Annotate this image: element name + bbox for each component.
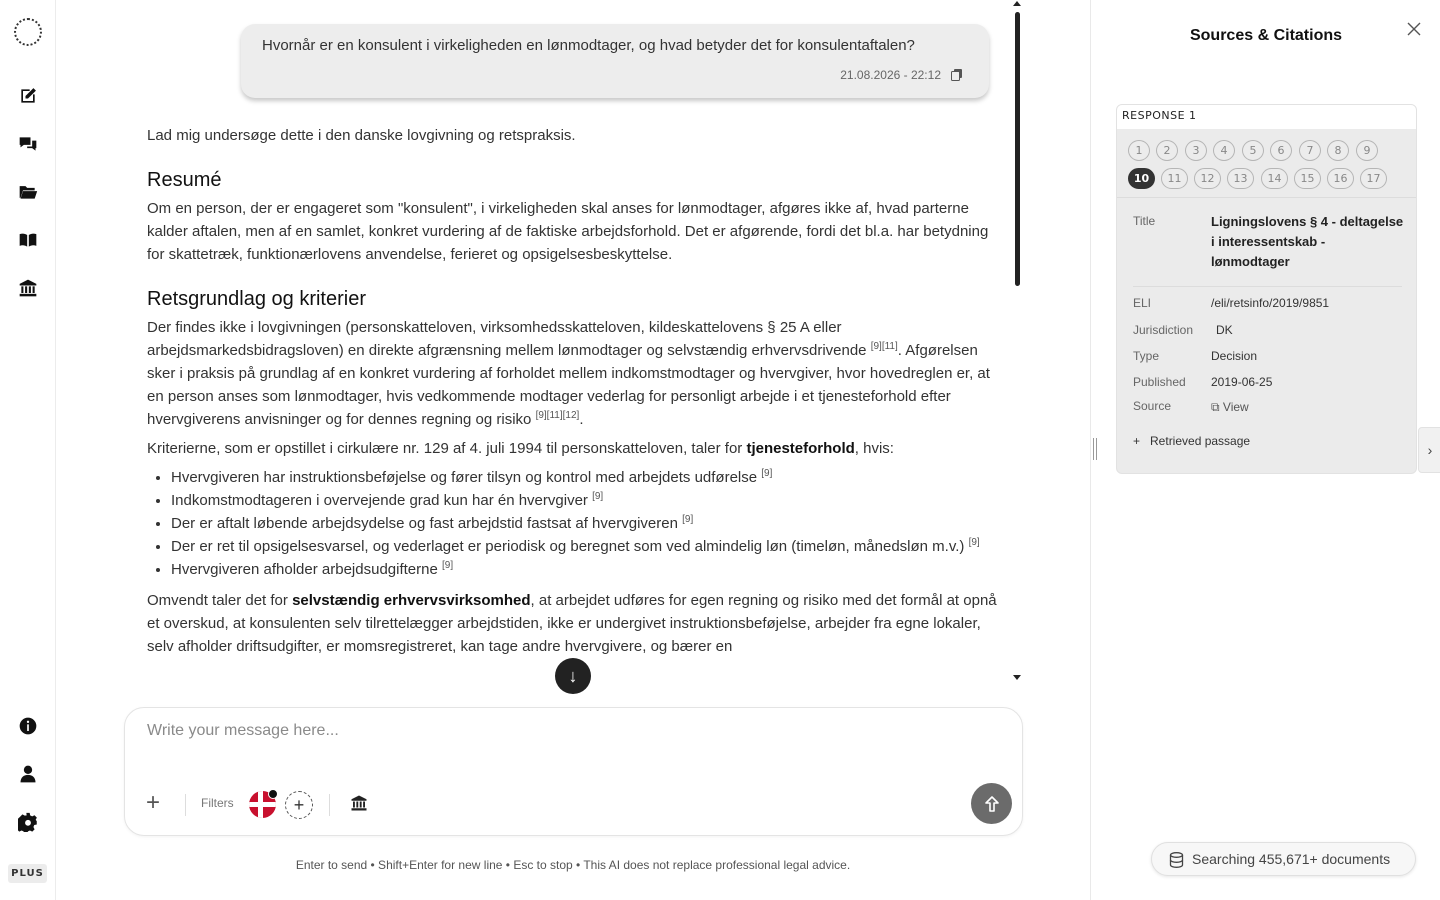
active-filter-dot xyxy=(268,789,278,799)
criteria-paragraph: Kriterierne, som er opstillet i cirkulære nr. 129 af 4. juli 1994 til personskatteloven, taler for tjenesteforhold, hvis: xyxy=(147,440,894,457)
citation-pill[interactable]: 8 xyxy=(1327,140,1349,161)
assistant-answer xyxy=(147,124,997,664)
scroll-down-arrow[interactable] xyxy=(1013,675,1021,680)
scroll-to-bottom-button[interactable]: ↓ xyxy=(555,658,591,694)
scroll-up-arrow[interactable] xyxy=(1013,1,1021,6)
title-value: Ligningslovens § 4 - deltagelse i interessentskab - lønmodtager xyxy=(1211,214,1404,269)
heading-basis: Retsgrundlag og kriterier xyxy=(147,288,366,310)
info-icon[interactable] xyxy=(16,714,40,738)
attach-plus-icon[interactable]: + xyxy=(145,789,160,816)
jurisdiction-value: DK xyxy=(1216,323,1233,337)
add-filter-icon[interactable]: + xyxy=(285,791,313,819)
citation-pill[interactable]: 6 xyxy=(1270,140,1292,161)
left-rail xyxy=(0,0,56,900)
search-status: Searching 455,671+ documents xyxy=(1151,842,1416,876)
published-value: 2019-06-25 xyxy=(1211,375,1273,389)
resize-handle[interactable] xyxy=(1093,438,1097,460)
citation-pill[interactable]: 3 xyxy=(1185,140,1207,161)
citation-ref[interactable]: [9] xyxy=(442,560,454,571)
citation-pill[interactable]: 17 xyxy=(1360,168,1387,189)
contra-paragraph: Omvendt taler det for selvstændig erhvervsvirksomhed, at arbejdet udføres for egen regning og risiko med det formål at opnå et overskud, at konsulenten selv tilrettelægger arbejdstiden, ikke er undergivet instruktionsbeføjelse, arbejder fra egne lokaler, selv afholder driftsudgifter, er momsregistreret, kan tage andre hvervgivere, og bærer en xyxy=(147,592,997,655)
citation-pill[interactable]: 12 xyxy=(1194,168,1221,189)
card-divider xyxy=(1133,286,1402,287)
message-composer xyxy=(124,707,1023,836)
arrow-up-icon xyxy=(983,795,1001,813)
source-view-link[interactable]: ⧉ View xyxy=(1211,400,1249,414)
citation-pill[interactable]: 5 xyxy=(1242,140,1264,161)
citation-ref[interactable]: [9] xyxy=(682,514,694,525)
list-item: • Hvervgiveren har instruktionsbeføjelse og fører tilsyn og kontrol med arbejdets udførelse [9] xyxy=(171,466,997,489)
message-input[interactable] xyxy=(147,722,987,762)
criteria-list xyxy=(171,466,997,581)
citation-pill[interactable]: 2 xyxy=(1156,140,1178,161)
chat-scroll-area[interactable] xyxy=(56,0,1090,690)
list-item: • Der er ret til opsigelsesvarsel, og vederlaget er periodisk og beregnet som ved almindelig løn (timeløn, månedsløn m.v.) [9] xyxy=(171,535,997,558)
citation-pill[interactable]: 14 xyxy=(1261,168,1288,189)
type-value: Decision xyxy=(1211,349,1258,363)
logo-icon[interactable] xyxy=(14,18,42,46)
response-label: RESPONSE 1 xyxy=(1117,105,1416,129)
list-item: • Indkomstmodtageren i overvejende grad kun har én hvervgiver [9] xyxy=(171,489,997,512)
external-link-icon: ⧉ xyxy=(1211,400,1220,414)
sources-panel xyxy=(1090,0,1440,900)
citation-pill[interactable]: 16 xyxy=(1327,168,1354,189)
chat-area xyxy=(56,0,1090,900)
scrollbar-thumb[interactable] xyxy=(1015,12,1020,286)
court-icon[interactable] xyxy=(16,276,40,300)
citation-pill[interactable]: 4 xyxy=(1213,140,1235,161)
chats-icon[interactable] xyxy=(16,132,40,156)
court-filter-icon[interactable] xyxy=(350,794,370,814)
answer-intro: Lad mig undersøge dette i den danske lovgivning og retspraksis. xyxy=(147,127,576,144)
user-icon[interactable] xyxy=(16,762,40,786)
citation-pill[interactable]: 15 xyxy=(1294,168,1321,189)
type-label: Type xyxy=(1133,349,1160,363)
citation-pill[interactable]: 10 xyxy=(1128,168,1155,189)
citation-pill[interactable]: 11 xyxy=(1161,168,1188,189)
plan-badge: PLUS xyxy=(8,864,47,883)
filters-label[interactable]: Filters xyxy=(201,796,234,810)
basis-paragraph: Der findes ikke i lovgivningen (personskatteloven, virksomhedsskatteloven, kildeskattelovens § 25 A eller arbejdsmarkedsbidragsloven) en direkte afgrænsning mellem lønmodtager og selvstændig erhvervsdrivende [9][11]. Afgørelsen sker i praksis på grundlag af en konkret vurdering af forholdet mellem indkomstmodtager og hvervgiver, hvor hovedreglen er, at en person anses som lønmodtager, hvis vedkommende modtager vederlag for personligt arbejde i et tjenesteforhold efter hvervgiverens anvisninger og for dennes regning og risiko [9][11][12]. xyxy=(147,319,990,428)
database-icon xyxy=(1169,852,1184,868)
close-icon[interactable] xyxy=(1405,20,1423,38)
folder-icon[interactable] xyxy=(16,180,40,204)
heading-resume: Resumé xyxy=(147,169,222,191)
citation-ref[interactable]: [9] xyxy=(761,468,773,479)
list-item: • Hvervgiveren afholder arbejdsudgifterne [9] xyxy=(171,558,997,581)
message-timestamp: 21.08.2026 - 22:12 xyxy=(840,68,941,82)
settings-icon[interactable] xyxy=(16,810,40,834)
citation-pill[interactable]: 9 xyxy=(1356,140,1378,161)
citation-ref[interactable]: [9] xyxy=(968,537,980,548)
source-label: Source xyxy=(1133,399,1172,413)
eli-value: /eli/retsinfo/2019/9851 xyxy=(1211,296,1330,310)
citation-pill[interactable]: 1 xyxy=(1128,140,1150,161)
divider xyxy=(329,794,330,816)
new-chat-icon[interactable] xyxy=(16,84,40,108)
response-card xyxy=(1116,104,1417,474)
published-label: Published xyxy=(1133,375,1186,389)
user-question: Hvornår er en konsulent i virkeligheden en lønmodtager, og hvad betyder det for konsulentaftalen? xyxy=(262,37,915,54)
citation-ref[interactable]: [9] xyxy=(592,491,604,502)
panel-title: Sources & Citations xyxy=(1189,27,1343,44)
citation-ref[interactable]: [9][11][12] xyxy=(535,410,580,421)
jurisdiction-label: Jurisdiction xyxy=(1133,323,1194,337)
resume-paragraph: Om en person, der er engageret som "konsulent", i virkeligheden skal anses for lønmodtager, afgøres ikke af, hvad parterne kalder aftalen, men af en samlet, konkret vurdering af de faktiske arbejdsforhold. Det er afgørende, fordi det bl.a. har betydning for skattetræk, funktionærlovens anvendelse, ferieret og opsigelsesbeskyttelse. xyxy=(147,200,989,263)
user-message xyxy=(241,24,989,98)
copy-icon[interactable] xyxy=(951,69,963,81)
chevron-right-icon[interactable]: › xyxy=(1418,427,1440,473)
citation-pill[interactable]: 7 xyxy=(1299,140,1321,161)
card-divider xyxy=(1117,197,1417,198)
send-button[interactable] xyxy=(971,783,1012,824)
composer-hint: Enter to send • Shift+Enter for new line • Esc to stop • This AI does not replace professional legal advice. xyxy=(295,858,851,872)
divider xyxy=(185,794,186,816)
retrieved-passage-toggle[interactable]: + Retrieved passage xyxy=(1133,434,1251,448)
book-icon[interactable] xyxy=(16,228,40,252)
citation-ref[interactable]: [9][11] xyxy=(870,341,898,352)
list-item: • Der er aftalt løbende arbejdsydelse og fast arbejdstid fastsat af hvervgiveren [9] xyxy=(171,512,997,535)
title-label: Title xyxy=(1133,214,1156,228)
citation-pill[interactable]: 13 xyxy=(1227,168,1254,189)
eli-label: ELI xyxy=(1133,296,1152,310)
